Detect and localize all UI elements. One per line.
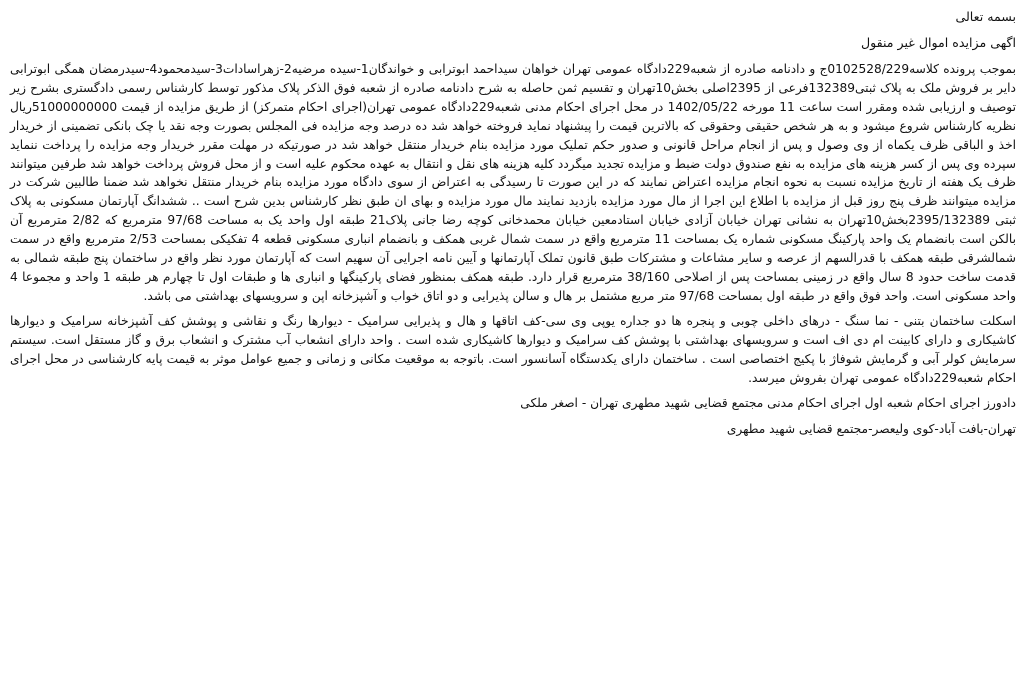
address-line: تهران-بافت آباد-کوی ولیعصر-مجتمع قضایی شهید مطهری xyxy=(726,422,1016,437)
notice-title: اگهی مزایده اموال غیر منقول xyxy=(860,35,1016,50)
signatory-line: دادورز اجرای احکام شعبه اول اجرای احکام مدنی مجتمع قضایی شهید مطهری تهران - اصغر ملکی xyxy=(520,396,1016,411)
notice-body-paragraph: بموجب پرونده کلاسه0102528/229ج و دادنامه صادره از شعبه229دادگاه عمومی تهران خواهان سیداحمد ابوترابی و خواندگان1-سیده مرضیه2-زهراسادات3-سیدمحمود4-سیدرمضان همگی ابوترابی دایر بر فروش ملک به پلاک ثبتی132389فرعی از 2395اصلی بخش10تهران و تقسیم ثمن حاصله به شرح دادنامه صادره از شعبه فوق الذکر پلاک مذکور توسط کارشناس رسمی دادگستری بشرح زیر توصیف و ارزیابی شده ومقرر است ساعت 11 مورخه 1402/05/22 در محل اجرای احکام مدنی شعبه229دادگاه عمومی تهران(اجرای احکام متمرکز) از طریق مزایده از قیمت 51000000000ریال نظریه کارشناس شروع میشود و به هر شخص حقیقی وحقوقی که بالاترین قیمت را پیشنهاد نماید فروخته خواهد شد ده درصد وجه مزایده فی المجلس بصورت وجه نقد یا چک بانکی تضمینی از خریدار اخذ و الباقی ظرف یکماه از وی وصول و پس از انجام مراحل قانونی و صدور حکم تملیک مورد مزایده بنام خریدار منتقل خواهد شد در صورتیکه در مهلت مقرر خریدار وجه مزایده را پرداخت ننماید سپرده وی پس از کسر هزینه های مزایده به نفع صندوق دولت ضبط و مزایده تجدید میگردد کلیه هزینه های نقل و انتقال به عهده محکوم علیه است و از محل فروش پرداخت خواهد شد طرفین میتوانند ظرف یک هفته از تاریخ مزایده نسبت به نحوه انجام مزایده اعتراض نمایند که در این صورت تا رسیدگی به اعتراض از سوی دادگاه مورد مزایده بنام خریدار منتقل نخواهد شد ضمنا طالبین شرکت در مزایده میتوانند ظرف پنج روز قبل از مزایده با اطلاع این اجرا از مال مورد مزایده بازدید نمایند مال مورد مزایده و بهای ان طبق نظر کارشناس بدین شرح است .. ششدانگ آپارتمان مسکونی به پلاک ثبتی 2395/132389بخش10تهران به نشانی تهران خیابان آزادی خیابان استادمعین خیابان محمدخانی کوچه رضا جانی پلاک21 طبقه اول واحد یک به مساحت 97/68 مترمربع که 2/82 مترمربع آن بالکن است بانضمام یک واحد پارکینگ مسکونی شماره یک بمساحت 11 مترمربع واقع در سمت شمال غربی همکف و بانضمام انباری مسکونی قطعه 4 تفکیکی بمساحت 2/53 مترمربع واقع در سمت شمالشرقی طبقه همکف با قدرالسهم از عرصه و سایر مشاعات و مشترکات طبق قانون تملک آپارتمانها و آیین نامه اجرایی آن سهیم است که آپارتمان مورد نظر واقع در ساختمان پنج طبقه شمالی به قدمت ساخت حدود 8 سال واقع در زمینی بمساحت پس از اصلاحی 38/160 مترمربع قرار دارد. طبقه همکف بمنظور فضای پارکینگها و انباری ها و طبقات اول تا چهارم هر طبقه 1 واحد و مجموعا 4 واحد مسکونی است. واحد فوق واقع در طبقه اول بمساحت 97/68 متر مربع مشتمل بر هال و سالن پذیرایی و دو اتاق خواب و آشپزخانه اپن و سرویسهای بهداشتی می باشد. xyxy=(10,62,1017,303)
basmala-heading: بسمه تعالی xyxy=(955,9,1016,24)
building-description-paragraph: اسکلت ساختمان بتنی - نما سنگ - درهای داخلی چوبی و پنجره ها دو جداره یوپی وی سی-کف اتاقها و هال و پذیرایی سرامیک - دیوارها رنگ و نقاشی و پوشش کف آشپزخانه سرامیک و دیوارها کاشیکاری و دارای کابینت ام دی اف است و سرویسهای بهداشتی با پوشش کف سرامیک و دیوارها کاشیکاری شده است . واحد دارای انشعاب آب مشترک و انشعاب برق و گاز مستقل است. سیستم سرمایش کولر آبی و گرمایش شوفاژ با پکیج اختصاصی است . ساختمان دارای یکدستگاه آسانسور است. باتوجه به موقعیت مکانی و زمانی و جمیع عوامل موثر به قیمت پایه کارشناسی در محل اجرای احکام شعبه229دادگاه عمومی تهران بفروش میرسد. xyxy=(10,313,1016,385)
